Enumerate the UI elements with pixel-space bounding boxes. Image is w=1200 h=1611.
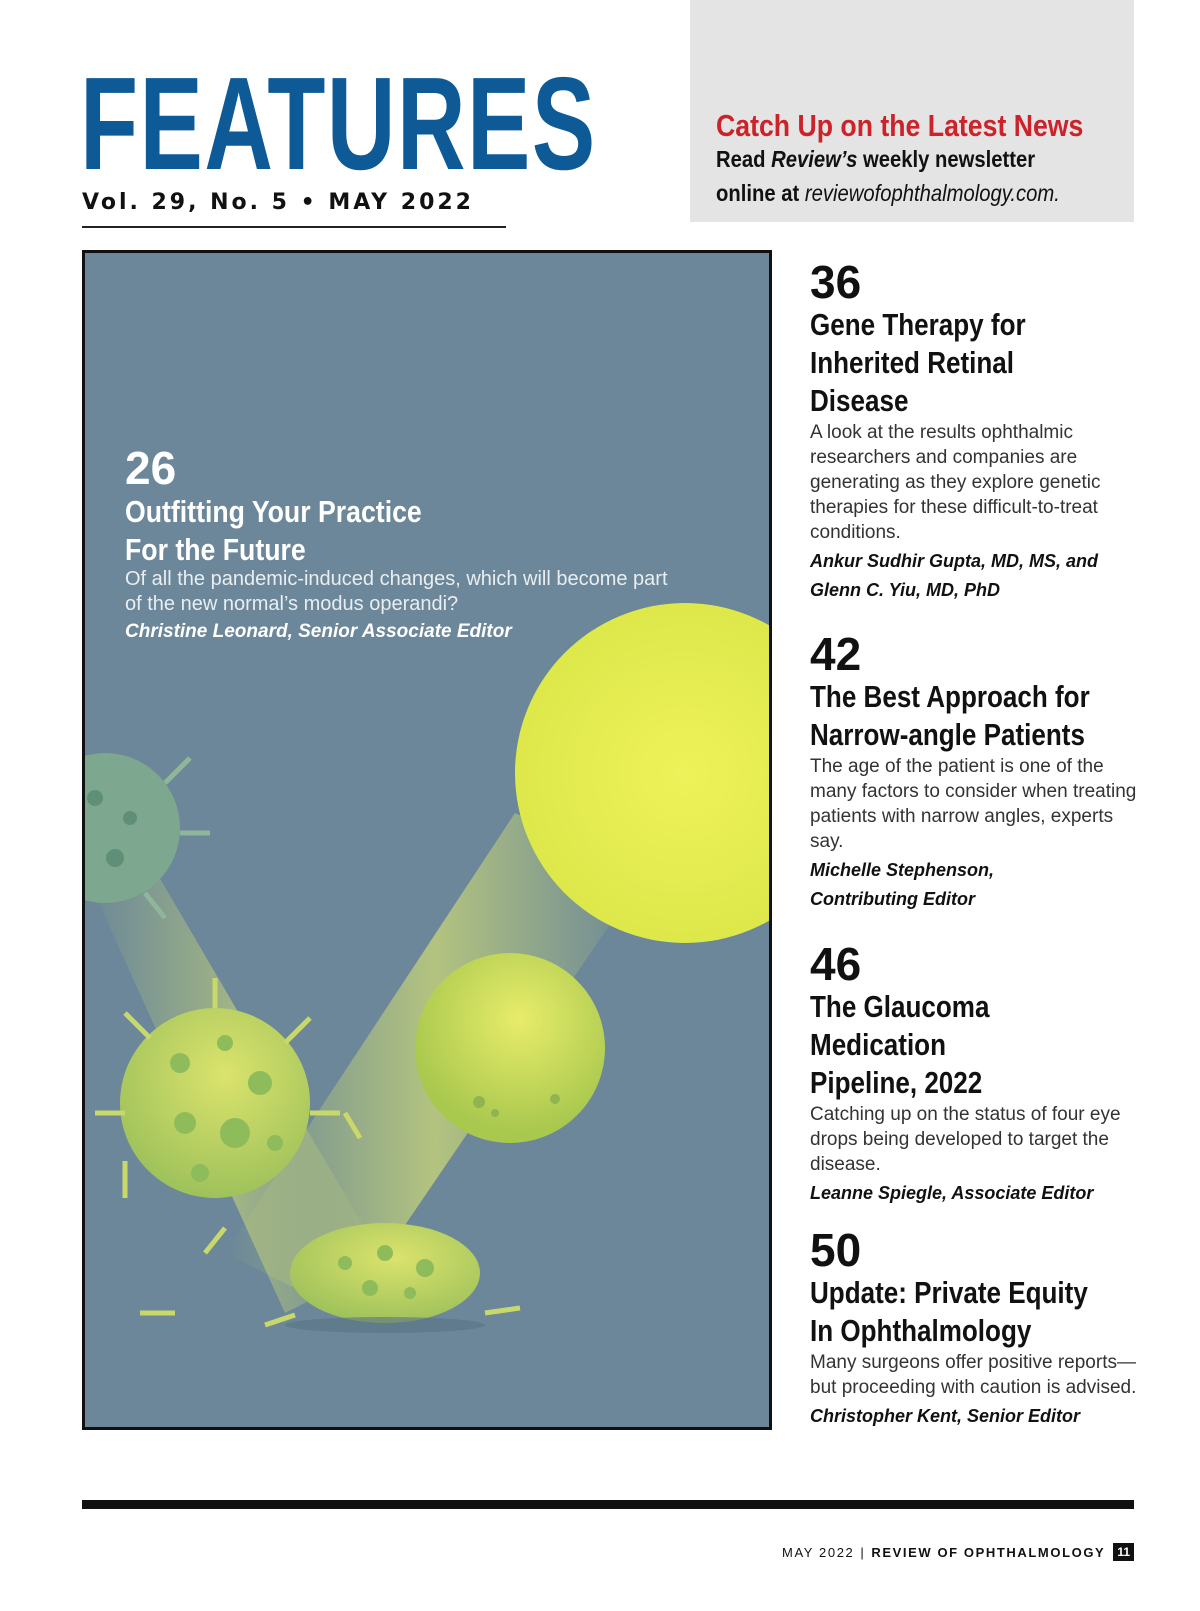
toc-byline-line: Ankur Sudhir Gupta, MD, MS, and [810,551,1098,571]
folio-separator: | [860,1544,866,1560]
toc-deck: A look at the results ophthalmic researchers and companies are generating as they explore genetic therapies for these difficult-to-treat conditions. [810,422,1101,543]
promo-online-at: online at [716,180,805,206]
issue-rule [82,226,506,228]
virus-spotlight-illustration [85,253,769,1427]
toc-entry-50[interactable] [810,1226,1140,1431]
issue-line: Vol. 29, No. 5 • MAY 2022 [82,190,474,215]
toc-page-number: 36 [810,256,862,308]
toc-byline [810,547,1140,605]
toc-title-line: Update: Private Equity [810,1275,1088,1310]
lead-feature-title[interactable] [125,493,422,569]
promo-line-2 [716,180,1060,207]
toc-title [810,678,1090,754]
promo-line-1 [716,146,1035,173]
toc-title-line: Pipeline, 2022 [810,1065,983,1100]
toc-byline-line: Contributing Editor [810,889,975,909]
promo-newsletter: weekly newsletter [857,146,1036,172]
toc-title-line: The Glaucoma [810,989,990,1024]
toc-title [810,988,1087,1102]
folio-page-number: 11 [1113,1543,1134,1561]
toc-title-line: Disease [810,383,909,418]
promo-headline: Catch Up on the Latest News [716,108,1084,143]
virus-top-left [85,753,210,918]
toc-byline-line: Michelle Stephenson, [810,860,995,880]
lead-feature-card[interactable] [82,250,772,1430]
toc-entry-42[interactable] [810,630,1140,914]
toc-byline [810,1402,1140,1431]
promo-read: Read [716,146,772,172]
toc-deck: Many surgeons offer positive reports—but proceeding with caution is advised. [810,1352,1137,1398]
folio-publication: REVIEW OF OPHTHALMOLOGY [871,1544,1106,1560]
toc-title-line: The Best Approach for [810,679,1090,714]
lead-feature-byline: Christine Leonard, Senior Associate Editor [125,621,512,642]
masthead-title: FEATURES [80,50,597,197]
toc-title-line: Narrow-angle Patients [810,717,1085,752]
lead-feature-deck: Of all the pandemic-induced changes, which will become part of the new normal’s modus operandi? [125,568,668,615]
toc-deck: Catching up on the status of four eye drops being developed to target the disease. [810,1104,1121,1175]
toc-page-number: 42 [810,628,862,680]
toc-page-number: 46 [810,938,862,990]
toc-byline-line: Glenn C. Yiu, MD, PhD [810,580,1001,600]
toc-title-line: In Ophthalmology [810,1313,1032,1348]
newsletter-promo[interactable] [690,0,1134,222]
promo-url-link[interactable]: reviewofophthalmology.com. [804,180,1060,206]
toc-title-line: Medication [810,1027,947,1062]
toc-page-number: 50 [810,1224,862,1276]
mid-orb [415,953,605,1143]
toc-title-line: Inherited Retinal [810,345,1015,380]
toc-entry-46[interactable] [810,940,1140,1208]
virus-bottom [285,1223,485,1333]
toc-title-line: Gene Therapy for [810,307,1026,342]
toc-entry-36[interactable] [810,258,1140,605]
lead-title-line: For the Future [125,532,306,567]
lead-feature-page-number: 26 [125,442,177,494]
toc-byline [810,856,1140,914]
toc-deck: The age of the patient is one of the many factors to consider when treating patients with narrow angles, experts say. [810,756,1137,852]
lead-title-line: Outfitting Your Practice [125,494,422,529]
toc-byline-line: Christopher Kent, Senior Editor [810,1406,1081,1426]
toc-byline [810,1179,1140,1208]
promo-publication: Review’s [771,146,858,172]
bottom-rule [82,1500,1134,1509]
toc-title [810,306,1087,420]
page-folio [782,1543,1134,1561]
toc-title [810,1274,1087,1350]
folio-date: MAY 2022 [782,1544,855,1560]
toc-byline-line: Leanne Spiegle, Associate Editor [810,1183,1094,1203]
